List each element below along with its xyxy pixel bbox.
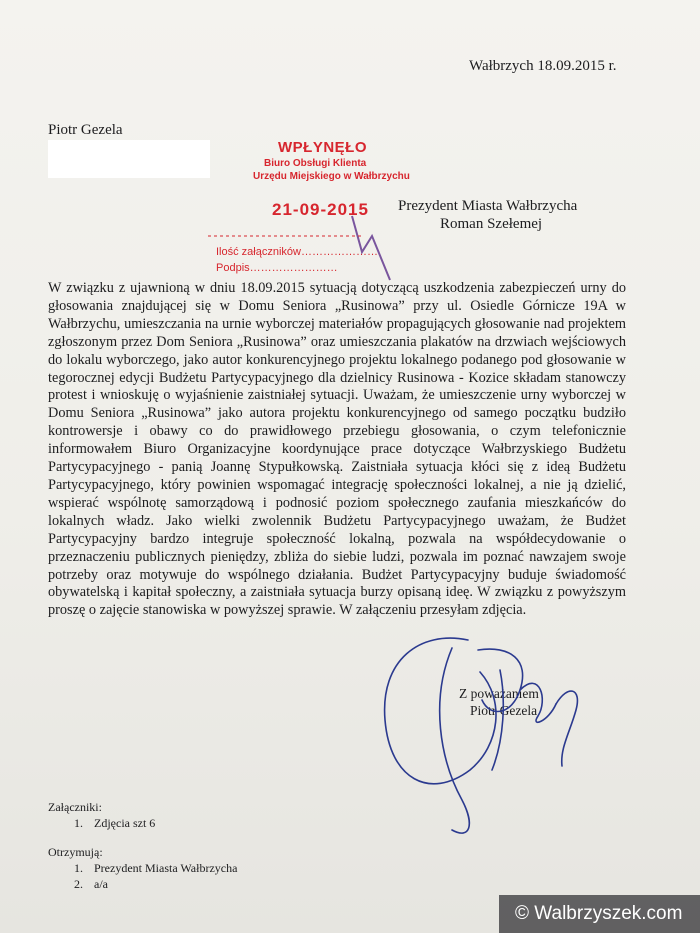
recipient-item: 2. a/a [74, 877, 108, 891]
enclosures-heading: Załączniki: [48, 800, 102, 814]
stamp-office-line1: Biuro Obsługi Klienta [264, 158, 367, 169]
closing-salutation: Z poważaniem [459, 686, 539, 701]
stamp-title: WPŁYNĘŁO [278, 139, 367, 156]
recipients-heading: Otrzymują: [48, 845, 103, 859]
handwritten-signature [385, 638, 578, 833]
closing-name: Piotr Gezela [470, 703, 538, 718]
enclosure-item: 1. Zdjęcia szt 6 [74, 816, 156, 830]
recipient-item: 1. Prezydent Miasta Wałbrzycha [74, 861, 238, 875]
stamp-signature-label: Podpis…………………… [216, 262, 338, 274]
stamp-date: 21-09-2015 [272, 200, 369, 219]
stamp-check-mark [352, 216, 390, 280]
letter-body: W związku z ujawnioną w dniu 18.09.2015 sytuacją dotyczącą uszkodzenia zabezpieczeń urny do głosowania znajdującej się w Domu Seniora „Rusinowa” przy ul. Osiedle Górnicze 19A w Wałbrzychu, umieszczania na urnie wyborczej materiałów propagujących głosowanie nad projektem zgłoszonym przez Dom Seniora „Rusinowa” oraz umieszczania plakatów na drzwiach wejściowych do lokalu wyborczego, jako autor konkurencyjnego projektu lokalnego podanego pod głosowanie w tegorocznej edycji Budżetu Partycypacyjnego dla dzielnicy Rusinowa - Kozice składam stanowczy protest i wnioskuję o wyjaśnienie zaistniałej sytuacji. Uważam, że umieszczenie urny wyborczej w Domu Seniora „Rusinowa” jako autora projektu konkurencyjnego od samego początku budziło kontrowersje i obawy co do prawidłowego przebiegu głosowania, o czym telefonicznie informowałem Biuro Organizacyjne koordynujące prace dotyczące Wałbrzyskiego Budżetu Partycypacyjnego - panią Joannę Stypułkowską. Zaistniała sytuacja kłóci się z ideą Budżetu Partycypacyjnego, który powinien wspomagać integrację społeczności lokalnej, a nie ją dzielić, wspierać wspólnotę samorządową i podnosić poziom społecznego zaufania mieszkańców do lokalnych władz. Jako wielki zwolennik Budżetu Partycypacyjnego uważam, że Budżet Partycypacyjny bardzo integruje społeczność lokalną, pozwala na współdecydowanie o przeznaczeniu publicznych pieniędzy, zbliża do siebie ludzi, pozwala im poznać nawzajem swoje potrzeby oraz motywuje do wspólnego działania. Budżet Partycypacyjny buduje świadomość obywatelską i kapitał społeczny, a zaistniała sytuacja burzy opisaną ideę. W związku z powyższym proszę o zajęcie stanowiska w powyższej sprawie. W załączeniu przesyłam zdjęcia. [48, 280, 626, 619]
recipient-title: Prezydent Miasta Wałbrzycha [398, 198, 578, 214]
watermark: © Walbrzyszek.com [499, 895, 700, 933]
stamp-attachments-label: Ilość załączników………………… [216, 246, 378, 258]
recipient-name: Roman Szełemej [440, 216, 543, 232]
sender-name: Piotr Gezela [48, 122, 123, 138]
place-date: Wałbrzych 18.09.2015 r. [469, 58, 617, 74]
stamp-office-line2: Urzędu Miejskiego w Wałbrzychu [253, 171, 410, 182]
